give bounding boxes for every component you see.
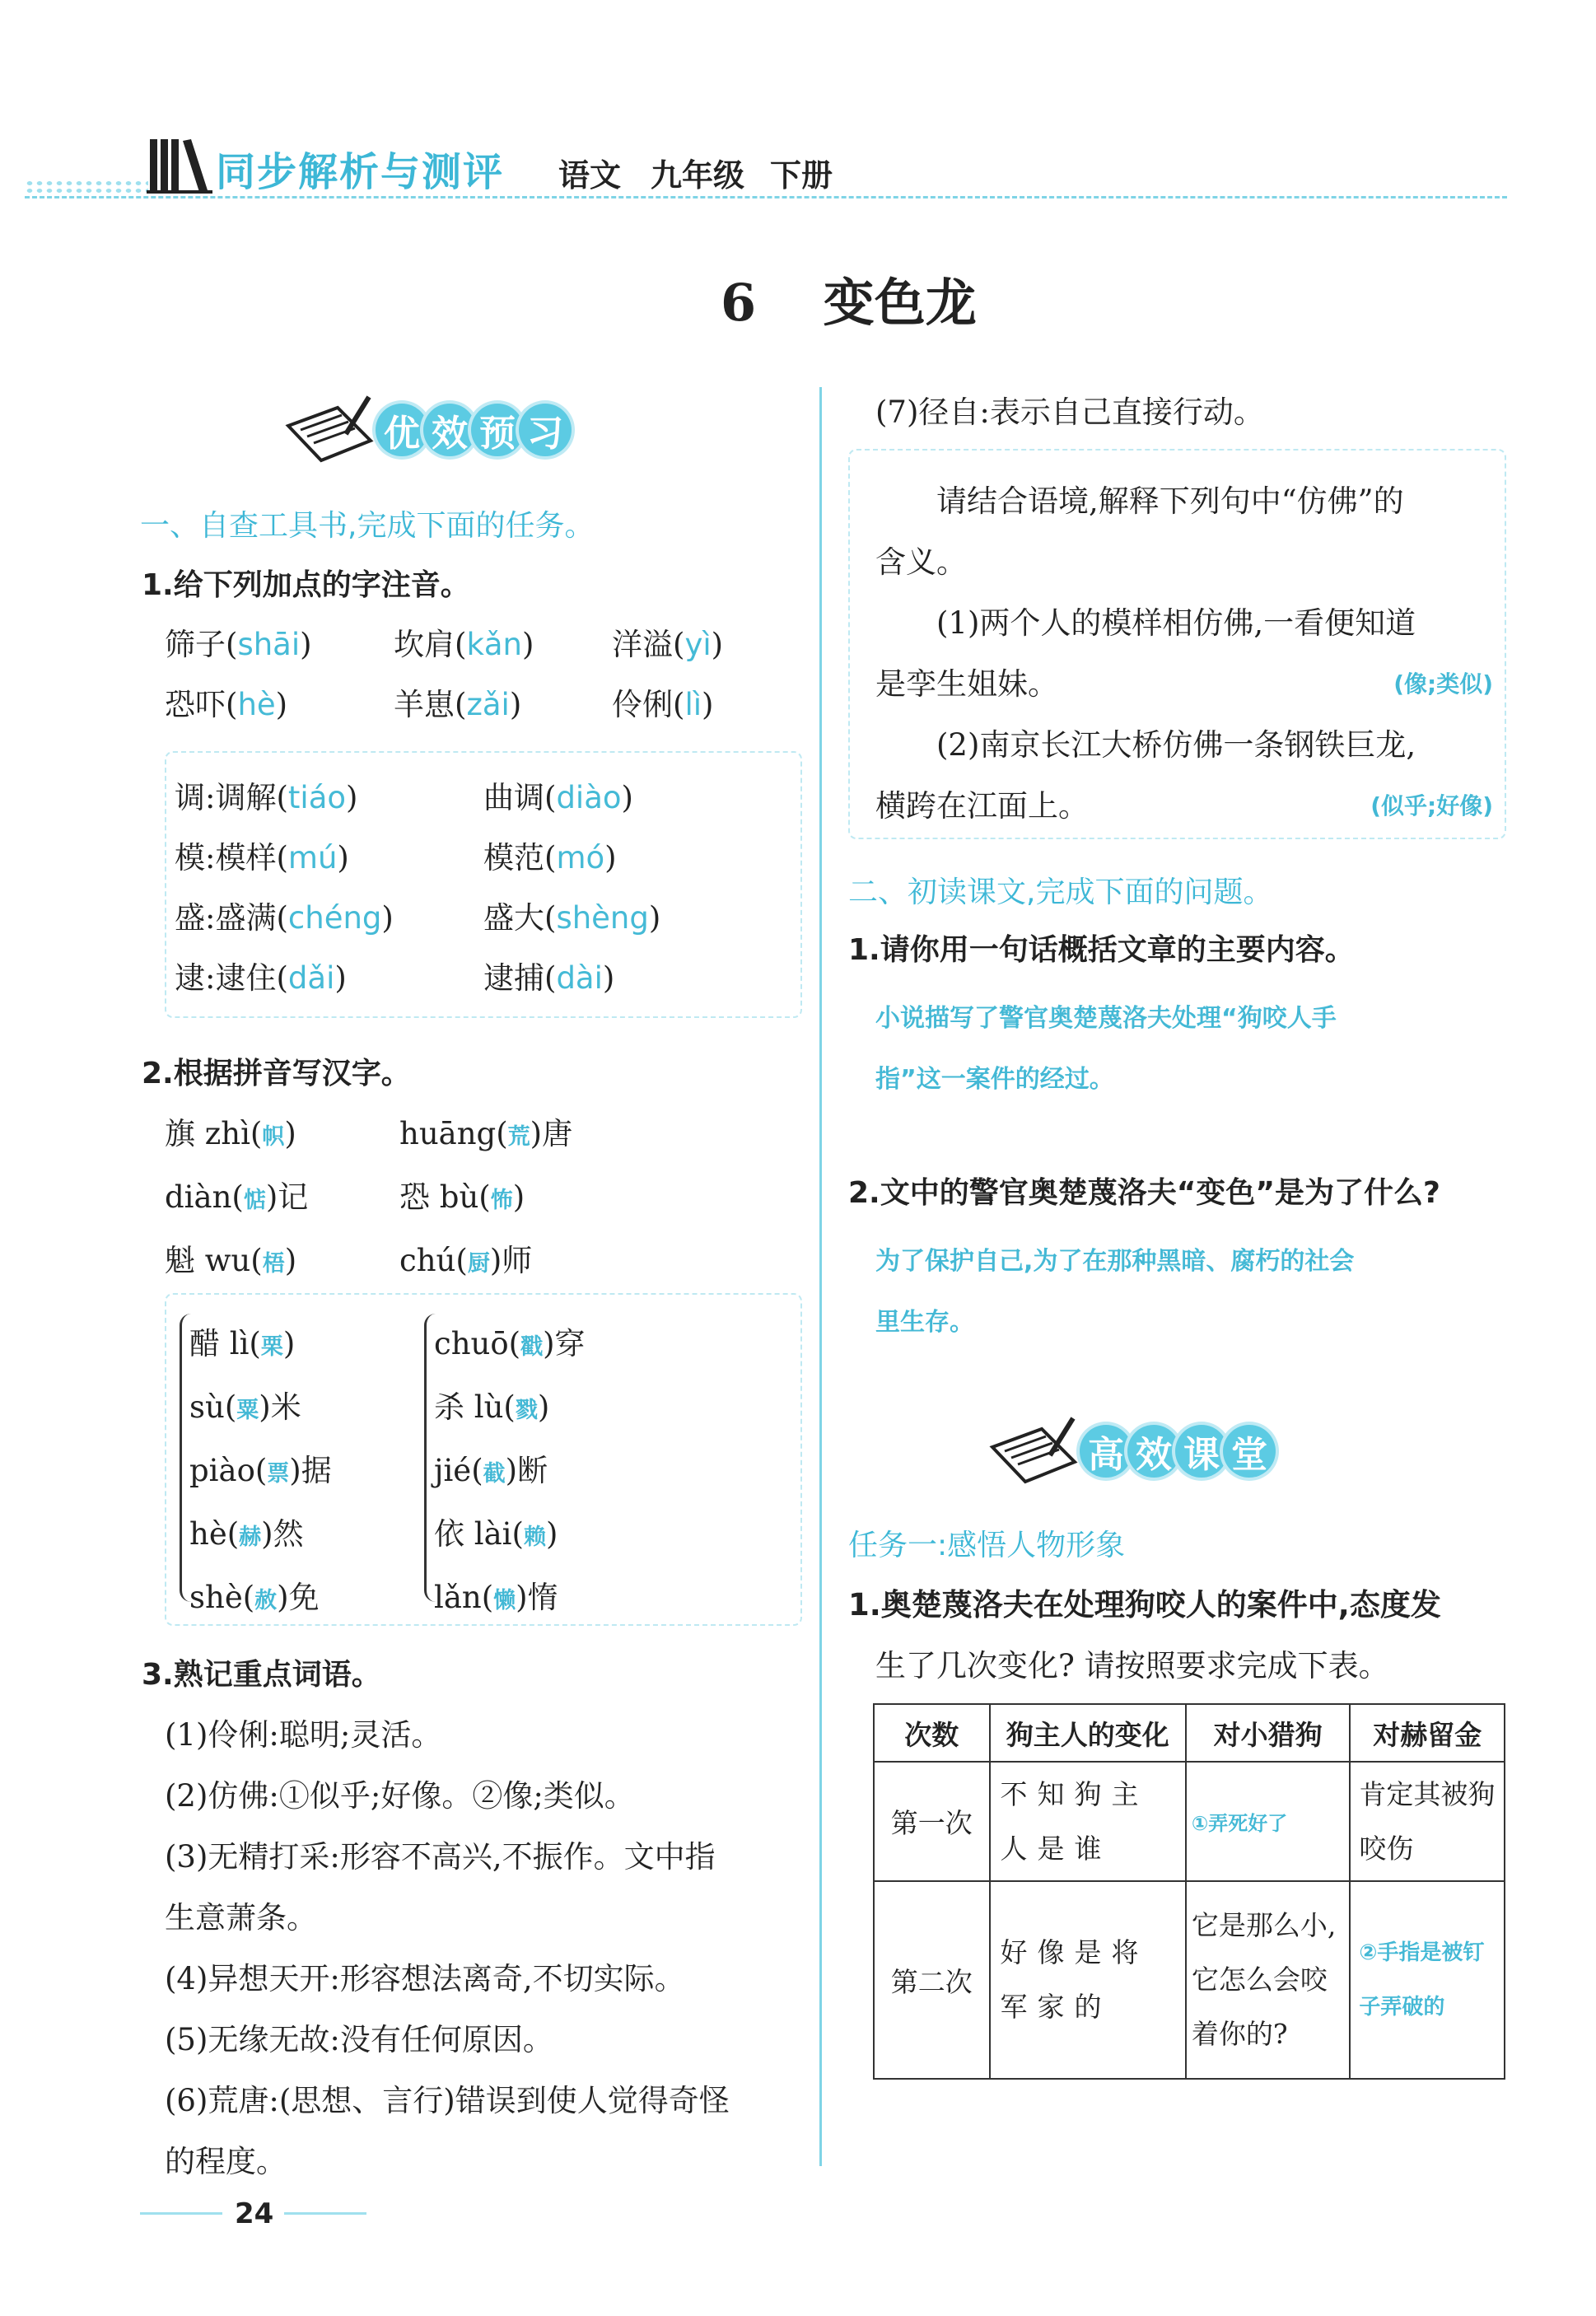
word: 筛子 — [165, 627, 226, 662]
pinyin-answer: hè — [237, 687, 276, 722]
context-box-text: 请结合语境,解释下列句中“仿佛”的 含义。 (1)两个人的模样相仿佛,一看便知道 是孪生姐妹。 (像;类似) (2)南京长江大桥仿佛一条钢铁巨龙, 横跨在江面上。 (似乎;好像) — [875, 483, 1493, 824]
pinyin-answer: lì — [684, 687, 702, 722]
header-dash-line — [25, 196, 1507, 198]
word: 伶俐 — [612, 687, 673, 722]
lesson-title — [721, 262, 977, 335]
subject-label: 语文 — [558, 157, 622, 194]
q2-prompt: 2.根据拼音写汉字。 — [142, 1057, 411, 1090]
pinyin-answer: yì — [684, 627, 712, 662]
q-purpose: 2.文中的警官奥楚蔑洛夫“变色”是为了什么? — [848, 1176, 1440, 1210]
series-title: 同步解析与测评 — [216, 149, 505, 195]
word-item: 的程度。 — [165, 2144, 287, 2179]
header-dot-rule — [25, 180, 148, 194]
q-summary: 1.请你用一句话概括文章的主要内容。 — [848, 933, 1355, 967]
write-rows: 旗 zhì(帜) huāng(荒)唐 diàn(惦)记 恐 bù(怖) 魁 wu(梧) chú(厨)师 — [165, 1116, 573, 1278]
notebook-pen-icon — [984, 1414, 1083, 1488]
table-row: 第一次 不知狗主人是谁 ①弄死好了 肯定其被狗咬伤 — [874, 1762, 1505, 1881]
banner-youxiao-yuxi — [280, 404, 567, 456]
word-item: (1)伶俐:聪明;灵活。 — [165, 1717, 442, 1753]
banner-char: 效 — [1127, 1425, 1180, 1478]
table-header: 对小猎狗 — [1186, 1704, 1350, 1762]
pinyin-answer: kǎn — [466, 627, 522, 662]
banner-char: 优 — [376, 404, 428, 456]
pinyin-row: 恐吓(hè) 羊崽(zǎi) 伶俐(lì) — [165, 687, 714, 722]
word: 洋溢 — [612, 627, 673, 662]
grade-label: 九年级 — [651, 157, 745, 194]
word: 羊崽 — [394, 687, 455, 722]
table-header: 次数 — [874, 1704, 990, 1762]
section2-heading: 二、初读课文,完成下面的问题。 — [848, 876, 1273, 909]
answer-purpose: 为了保护自己,为了在那种黑暗、腐朽的社会 里生存。 — [875, 1247, 1355, 1337]
pinyin-answer: zǎi — [466, 687, 510, 722]
books-icon — [147, 136, 212, 195]
page-number-deco-left — [140, 2212, 222, 2215]
table-header: 狗主人的变化 — [990, 1704, 1186, 1762]
page-number: 24 — [235, 2197, 274, 2230]
q1-prompt: 1.给下列加点的字注音。 — [142, 568, 470, 602]
section1-heading: 一、自查工具书,完成下面的任务。 — [140, 509, 595, 543]
polyphone-rows: 调:调解(tiáo) 曲调(diào) 模:模样(mú) 模范(mó) 盛:盛满(chéng) 盛大(shèng) 逮:逮住(dǎi) 逮捕(dài) — [175, 780, 661, 996]
volume-label: 下册 — [770, 157, 833, 194]
banner-char: 预 — [471, 404, 524, 456]
word-item: (5)无缘无故:没有任何原因。 — [165, 2022, 553, 2057]
word: 恐吓 — [165, 687, 226, 722]
banner-gaoxiao-ketang — [984, 1425, 1271, 1478]
table-header: 对赫留金 — [1350, 1704, 1505, 1762]
word-item: (6)荒唐:(思想、言行)错误到使人觉得奇怪 — [165, 2083, 730, 2118]
word-item: 生意萧条。 — [165, 1900, 317, 1935]
answer-summary: 小说描写了警官奥楚蔑洛夫处理“狗咬人手 指”这一案件的经过。 — [875, 1004, 1337, 1094]
word: 坎肩 — [394, 627, 455, 662]
banner-char: 效 — [423, 404, 476, 456]
group-right: chuō(戳)穿 杀 lù(戮) jié(截)断 依 lài(赖) lǎn(懒)惰 — [434, 1326, 586, 1615]
key-words — [165, 1705, 730, 2192]
word-item-7: (7)径自:表示自己直接行动。 — [875, 395, 1264, 430]
page-number-deco-right — [284, 2212, 366, 2215]
group-left: 醋 lì(栗) sù(粟)米 piào(票)据 hè(赫)然 shè(赦)免 — [189, 1326, 332, 1615]
word-item: (3)无精打采:形容不高兴,不振作。文中指 — [165, 1839, 716, 1875]
banner-char: 课 — [1175, 1425, 1228, 1478]
pinyin-row: 筛子(shāi) 坎肩(kǎn) 洋溢(yì) — [165, 627, 724, 662]
lesson-number: 6 — [721, 273, 757, 333]
q3-prompt: 3.熟记重点词语。 — [142, 1658, 381, 1692]
banner-char: 习 — [519, 404, 572, 456]
table-row: 第二次 好像是将军家的 它是那么小,它怎么会咬着你的? ②手指是被钉子弄破的 — [874, 1881, 1505, 2079]
banner-char: 高 — [1080, 1425, 1132, 1478]
notebook-pen-icon — [280, 393, 379, 467]
task1-heading: 任务一:感悟人物形象 — [848, 1529, 1126, 1562]
lesson-name: 变色龙 — [823, 273, 977, 333]
attitude-table — [873, 1703, 1505, 2080]
task1-question: 1.奥楚蔑洛夫在处理狗咬人的案件中,态度发 生了几次变化? 请按照要求完成下表。 — [848, 1587, 1441, 1683]
banner-char: 堂 — [1223, 1425, 1276, 1478]
pinyin-answer: shāi — [237, 627, 301, 662]
column-divider — [819, 387, 822, 2166]
word-item: (2)仿佛:①似乎;好像。②像;类似。 — [165, 1778, 635, 1814]
word-item: (4)异想天开:形容想法离奇,不切实际。 — [165, 1961, 685, 1996]
